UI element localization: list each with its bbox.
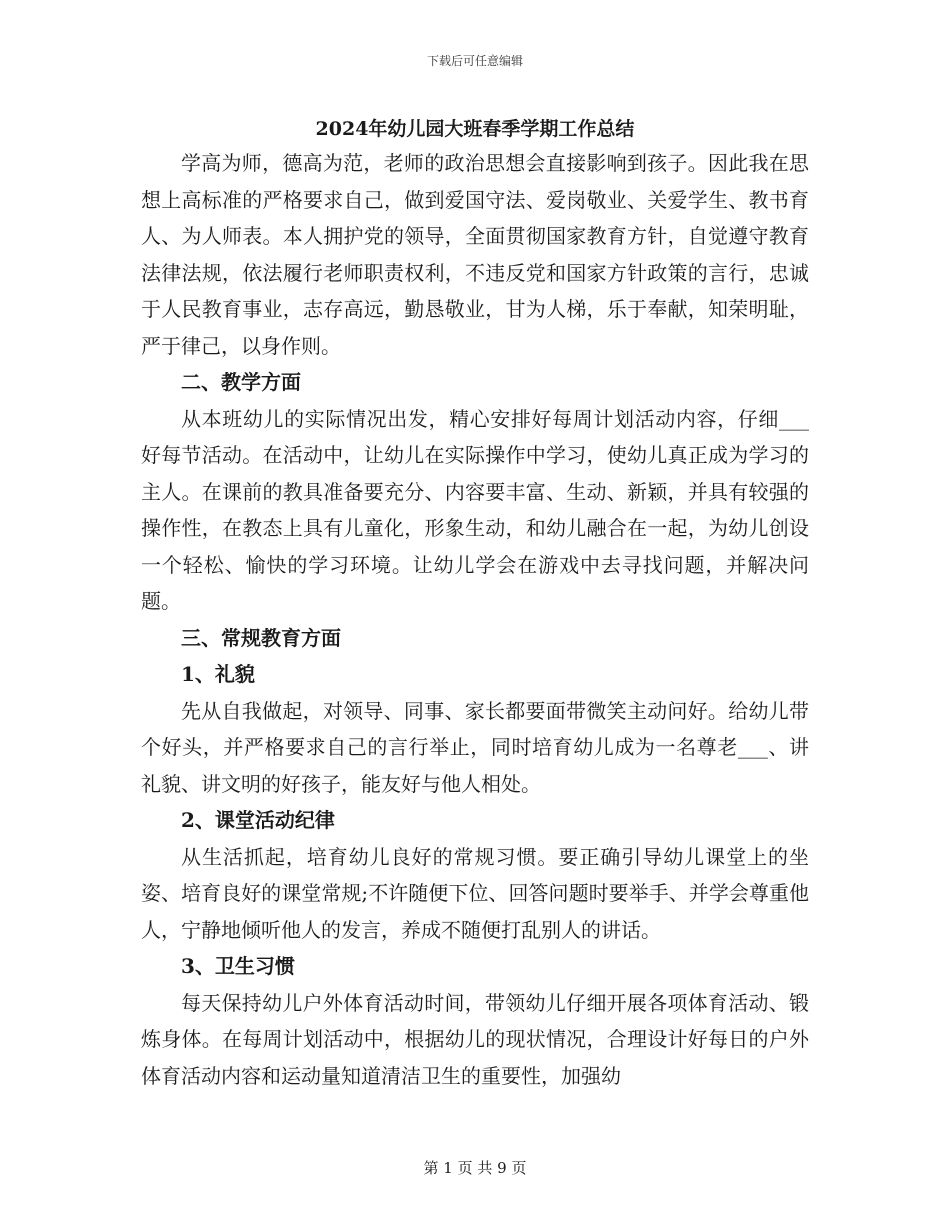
subsection-heading-manners: 1、礼貌 — [181, 662, 255, 686]
section-heading-teaching: 二、教学方面 — [181, 370, 301, 394]
page-footer: 第 1 页 共 9 页 — [423, 1159, 527, 1177]
classroom-paragraph: 从生活抓起，培育幼儿良好的常规习惯。要正确引导幼儿课堂上的坐姿、培育良好的课堂常规;不许随便下位、回答问题时要举手、并学会尊重他人，宁静地倾听他人的发言，养成不随便打乱别人的讲话。 — [141, 844, 809, 942]
section-heading-routine: 三、常规教育方面 — [181, 625, 341, 650]
manners-paragraph: 先从自我做起，对领导、同事、家长都要面带微笑主动问好。给幼儿带个好头，并严格要求自己的言行举止，同时培育幼儿成为一名尊老___、讲礼貌、讲文明的好孩子，能友好与他人相处。 — [141, 698, 809, 796]
document-body — [141, 145, 809, 1094]
teaching-paragraph: 从本班幼儿的实际情况出发，精心安排好每周计划活动内容，仔细___好每节活动。在活动中，让幼儿在实际操作中学习，使幼儿真正成为学习的主人。在课前的教具准备要充分、内容要丰富、生动、新颖，并具有较强的操作性，在教态上具有儿童化，形象生动，和幼儿融合在一起，为幼儿创设一个轻松、愉快的学习环境。让幼儿学会在游戏中去寻找问题，并解决问题。 — [141, 406, 809, 613]
subsection-heading-classroom: 2、课堂活动纪律 — [181, 808, 335, 832]
intro-paragraph: 学高为师，德高为范，老师的政治思想会直接影响到孩子。因此我在思想上高标准的严格要求自己，做到爱国守法、爱岗敬业、关爱学生、教书育人、为人师表。本人拥护党的领导，全面贯彻国家教育方针，自觉遵守教育法律法规，依法履行老师职责权利，不违反党和国家方针政策的言行，忠诚于人民教育事业，志存高远，勤恳敬业，甘为人梯，乐于奉献，知荣明耻，严于律己，以身作则。 — [141, 151, 809, 358]
document-title: 2024年幼儿园大班春季学期工作总结 — [315, 118, 635, 140]
subsection-heading-hygiene: 3、卫生习惯 — [181, 954, 295, 978]
hygiene-paragraph: 每天保持幼儿户外体育活动时间，带领幼儿仔细开展各项体育活动、锻炼身体。在每周计划活动中，根据幼儿的现状情况，合理设计好每日的户外体育活动内容和运动量知道清洁卫生的重要性，加强幼 — [141, 990, 809, 1088]
page-header-note: 下载后可任意编辑 — [426, 54, 523, 68]
